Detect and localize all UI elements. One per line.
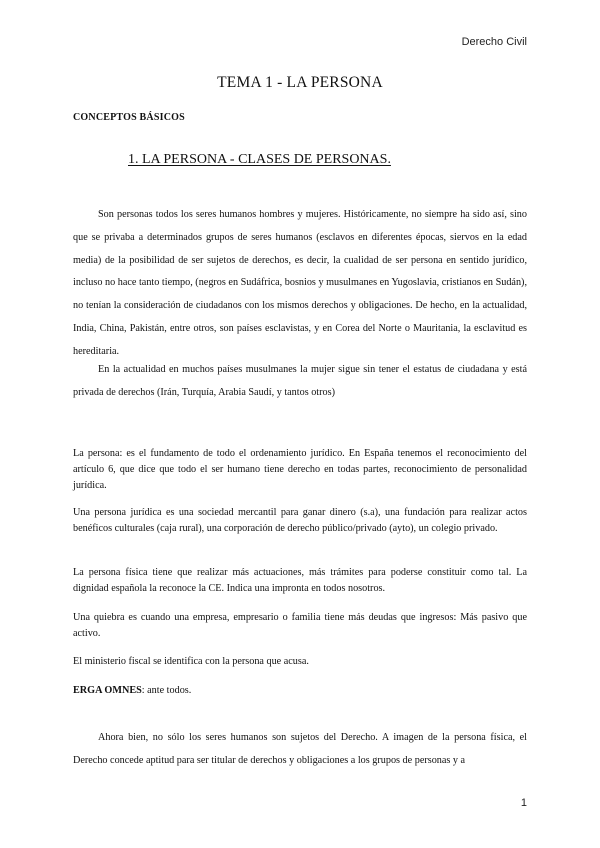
section-heading: 1. LA PERSONA - CLASES DE PERSONAS. [128, 152, 391, 167]
page-number: 1 [520, 797, 527, 809]
term-bold: ERGA OMNES [73, 685, 142, 696]
paragraph-1: Son personas todos los seres humanos hombres y mujeres. Históricamente, no siempre ha sido así, sino que se privaba a determinados grupos de seres humanos (esclavos en diferentes épocas, siervos en la edad media) de la posibilidad de ser sujetos de derechos, es decir, la cualidad de ser persona en sentido jurídico, incluso no hace tanto tiempo, (negros en Sudáfrica, bosnios y musulmanes en Yugoslavia, cristianos en Sudán), no tenían la consideración de ciudadanos con los mismos derechos y obligaciones. De hecho, en la actualidad, India, China, Pakistán, entre otros, son países esclavistas, y en Corea del Norte o Mauritania, la esclavitud es hereditaria. [73, 209, 527, 357]
section-label: CONCEPTOS BÁSICOS [73, 112, 185, 123]
paragraph-7: El ministerio fiscal se identifica con la persona que acusa. [73, 656, 309, 667]
document-title: TEMA 1 - LA PERSONA [217, 74, 383, 91]
paragraph-4: Una persona jurídica es una sociedad mercantil para ganar dinero (s.a), una fundación para realizar actos benéficos culturales (caja rural), una corporación de derecho público/privado (ayto), un colegio privado. [73, 507, 527, 535]
paragraph-8 [73, 683, 527, 699]
paragraph-6: Una quiebra es cuando una empresa, empresario o familia tiene más deudas que ingresos: Más pasivo que activo. [73, 612, 527, 640]
term-definition: : ante todos. [141, 685, 192, 696]
paragraph-2: En la actualidad en muchos países musulmanes la mujer sigue sin tener el estatus de ciudadana y está privada de derechos (Irán, Turquía, Arabia Saudí, y tantos otros) [73, 364, 527, 398]
paragraph-9: Ahora bien, no sólo los seres humanos son sujetos del Derecho. A imagen de la persona física, el Derecho concede aptitud para ser titular de derechos y obligaciones a los grupos de personas y a [73, 732, 527, 766]
paragraph-5: La persona física tiene que realizar más actuaciones, más trámites para poderse constituir como tal. La dignidad española la reconoce la CE. Indica una impronta en todos nosotros. [73, 567, 527, 595]
running-header: Derecho Civil [461, 36, 527, 48]
paragraph-3: La persona: es el fundamento de todo el ordenamiento jurídico. En España tenemos el reconocimiento del artículo 6, que dice que todo el ser humano tiene derecho en todas partes, reconocimiento de personalidad jurídica. [73, 448, 527, 492]
